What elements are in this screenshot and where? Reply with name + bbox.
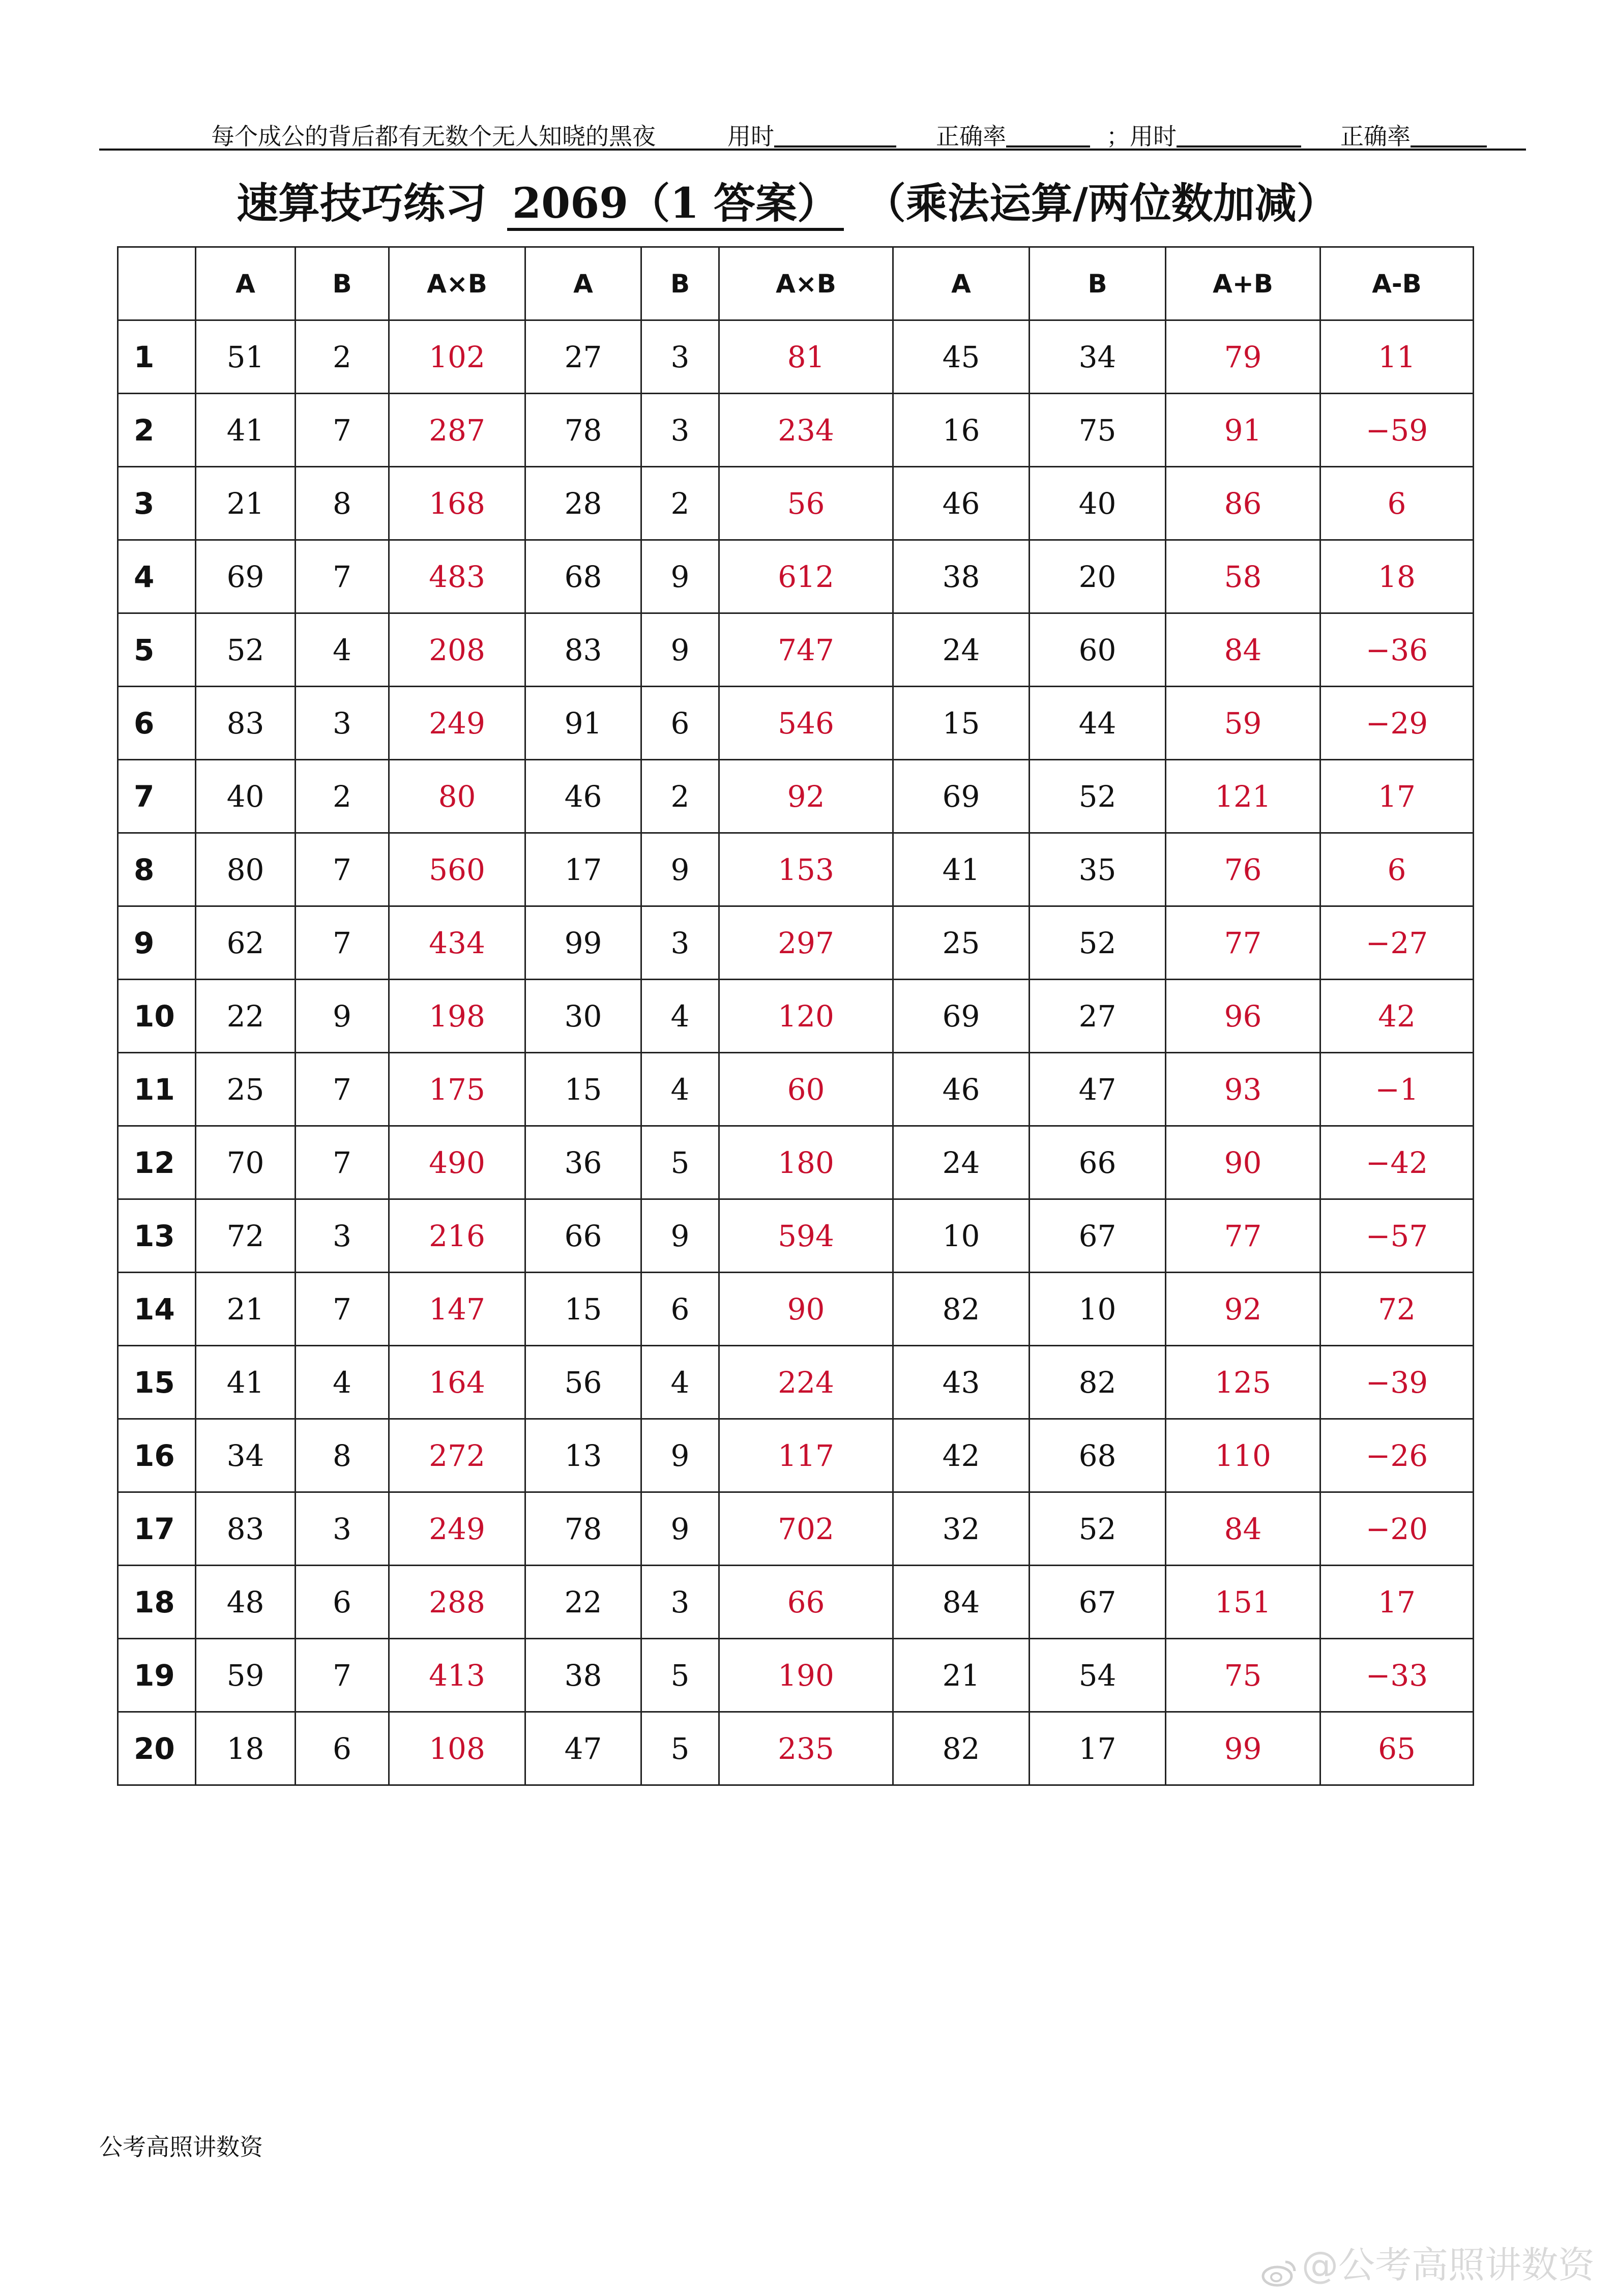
operand-cell: 80 bbox=[196, 833, 296, 906]
footer-text: 公考高照讲数资 bbox=[99, 2133, 263, 2161]
operand-cell: 52 bbox=[1030, 760, 1166, 833]
operand-cell: 83 bbox=[525, 613, 641, 687]
operand-cell: 4 bbox=[641, 1346, 719, 1419]
operand-cell: 66 bbox=[525, 1199, 641, 1273]
row-number: 14 bbox=[118, 1273, 196, 1346]
operand-cell: 7 bbox=[296, 1053, 389, 1126]
operand-cell: 15 bbox=[893, 687, 1030, 760]
time-field bbox=[727, 118, 774, 152]
answer-cell: 42 bbox=[1320, 980, 1474, 1053]
operand-cell: 46 bbox=[893, 1053, 1030, 1126]
operand-cell: 83 bbox=[196, 1492, 296, 1566]
operand-cell: 22 bbox=[196, 980, 296, 1053]
accuracy-blank bbox=[1006, 123, 1090, 148]
operand-cell: 42 bbox=[893, 1419, 1030, 1492]
operand-cell: 4 bbox=[296, 613, 389, 687]
motto-text: 每个成公的背后都有无数个无人知晓的黑夜 bbox=[211, 123, 656, 150]
column-header: A bbox=[196, 247, 296, 320]
answer-cell: 92 bbox=[719, 760, 893, 833]
time-label: 用时 bbox=[727, 123, 774, 150]
answer-cell: 164 bbox=[389, 1346, 525, 1419]
row-number: 16 bbox=[118, 1419, 196, 1492]
operand-cell: 8 bbox=[296, 467, 389, 540]
answer-cell: 86 bbox=[1166, 467, 1320, 540]
column-header: A×B bbox=[389, 247, 525, 320]
operand-cell: 41 bbox=[196, 394, 296, 467]
answer-cell: 91 bbox=[1166, 394, 1320, 467]
operand-cell: 2 bbox=[641, 760, 719, 833]
accuracy-label: 正确率 bbox=[936, 123, 1006, 150]
table-row bbox=[118, 833, 1474, 906]
table-row bbox=[118, 760, 1474, 833]
answer-cell: 90 bbox=[719, 1273, 893, 1346]
table-row bbox=[118, 1639, 1474, 1712]
table-row bbox=[118, 320, 1474, 394]
operand-cell: 68 bbox=[525, 540, 641, 613]
answer-cell: 224 bbox=[719, 1346, 893, 1419]
column-header: B bbox=[296, 247, 389, 320]
answer-cell: 108 bbox=[389, 1712, 525, 1785]
operand-cell: 7 bbox=[296, 394, 389, 467]
time-blank-2 bbox=[1177, 123, 1301, 148]
operand-cell: 41 bbox=[893, 833, 1030, 906]
row-number: 13 bbox=[118, 1199, 196, 1273]
table-row bbox=[118, 1492, 1474, 1566]
operand-cell: 83 bbox=[196, 687, 296, 760]
row-number: 11 bbox=[118, 1053, 196, 1126]
operand-cell: 69 bbox=[893, 760, 1030, 833]
operand-cell: 3 bbox=[641, 320, 719, 394]
answer-cell: 11 bbox=[1320, 320, 1474, 394]
column-header: A bbox=[525, 247, 641, 320]
answer-cell: 249 bbox=[389, 687, 525, 760]
operand-cell: 48 bbox=[196, 1566, 296, 1639]
operand-cell: 6 bbox=[296, 1566, 389, 1639]
operand-cell: 7 bbox=[296, 906, 389, 980]
answer-cell: −59 bbox=[1320, 394, 1474, 467]
answer-cell: −26 bbox=[1320, 1419, 1474, 1492]
operand-cell: 60 bbox=[1030, 613, 1166, 687]
answer-cell: 434 bbox=[389, 906, 525, 980]
operand-cell: 52 bbox=[1030, 1492, 1166, 1566]
operand-cell: 6 bbox=[641, 687, 719, 760]
answer-cell: 121 bbox=[1166, 760, 1320, 833]
operand-cell: 2 bbox=[641, 467, 719, 540]
operand-cell: 69 bbox=[196, 540, 296, 613]
operand-cell: 9 bbox=[641, 1199, 719, 1273]
operand-cell: 9 bbox=[641, 833, 719, 906]
operand-cell: 7 bbox=[296, 540, 389, 613]
table-row bbox=[118, 394, 1474, 467]
operand-cell: 4 bbox=[641, 1053, 719, 1126]
operand-cell: 15 bbox=[525, 1273, 641, 1346]
operand-cell: 34 bbox=[1030, 320, 1166, 394]
row-number: 1 bbox=[118, 320, 196, 394]
table-row bbox=[118, 906, 1474, 980]
answer-cell: 56 bbox=[719, 467, 893, 540]
operand-cell: 9 bbox=[641, 540, 719, 613]
row-number: 4 bbox=[118, 540, 196, 613]
row-number: 17 bbox=[118, 1492, 196, 1566]
answer-cell: 175 bbox=[389, 1053, 525, 1126]
operand-cell: 40 bbox=[1030, 467, 1166, 540]
operand-cell: 5 bbox=[641, 1126, 719, 1199]
operand-cell: 45 bbox=[893, 320, 1030, 394]
operand-cell: 7 bbox=[296, 1126, 389, 1199]
operand-cell: 59 bbox=[196, 1639, 296, 1712]
table-row bbox=[118, 980, 1474, 1053]
answer-cell: 80 bbox=[389, 760, 525, 833]
table-header-row bbox=[118, 247, 1474, 320]
row-number: 12 bbox=[118, 1126, 196, 1199]
answer-cell: −39 bbox=[1320, 1346, 1474, 1419]
operand-cell: 68 bbox=[1030, 1419, 1166, 1492]
operand-cell: 9 bbox=[641, 613, 719, 687]
answer-cell: −29 bbox=[1320, 687, 1474, 760]
table-row bbox=[118, 687, 1474, 760]
answer-cell: 483 bbox=[389, 540, 525, 613]
answer-cell: 117 bbox=[719, 1419, 893, 1492]
table-row bbox=[118, 613, 1474, 687]
operand-cell: 78 bbox=[525, 394, 641, 467]
header-bar bbox=[99, 113, 1523, 154]
operand-cell: 47 bbox=[525, 1712, 641, 1785]
operand-cell: 3 bbox=[641, 906, 719, 980]
accuracy-field bbox=[936, 118, 1006, 152]
operand-cell: 47 bbox=[1030, 1053, 1166, 1126]
operand-cell: 21 bbox=[196, 1273, 296, 1346]
answer-cell: 249 bbox=[389, 1492, 525, 1566]
operand-cell: 38 bbox=[893, 540, 1030, 613]
operand-cell: 6 bbox=[296, 1712, 389, 1785]
operand-cell: 82 bbox=[893, 1273, 1030, 1346]
answer-cell: 147 bbox=[389, 1273, 525, 1346]
operand-cell: 70 bbox=[196, 1126, 296, 1199]
answer-cell: 77 bbox=[1166, 906, 1320, 980]
answer-cell: 168 bbox=[389, 467, 525, 540]
accuracy-field-2 bbox=[1340, 118, 1411, 152]
answer-cell: 297 bbox=[719, 906, 893, 980]
answer-cell: 612 bbox=[719, 540, 893, 613]
operand-cell: 3 bbox=[296, 687, 389, 760]
operand-cell: 3 bbox=[296, 1492, 389, 1566]
operand-cell: 2 bbox=[296, 760, 389, 833]
operand-cell: 15 bbox=[525, 1053, 641, 1126]
column-header bbox=[118, 247, 196, 320]
row-number: 15 bbox=[118, 1346, 196, 1419]
column-header: A×B bbox=[719, 247, 893, 320]
answer-cell: −33 bbox=[1320, 1639, 1474, 1712]
table-row bbox=[118, 1712, 1474, 1785]
operand-cell: 5 bbox=[641, 1712, 719, 1785]
operand-cell: 10 bbox=[1030, 1273, 1166, 1346]
operand-cell: 27 bbox=[525, 320, 641, 394]
watermark bbox=[1261, 2235, 1595, 2288]
answer-cell: 81 bbox=[719, 320, 893, 394]
answer-cell: 102 bbox=[389, 320, 525, 394]
answer-cell: 6 bbox=[1320, 467, 1474, 540]
answer-cell: 79 bbox=[1166, 320, 1320, 394]
answer-cell: 490 bbox=[389, 1126, 525, 1199]
weibo-icon bbox=[1261, 2253, 1297, 2282]
answer-cell: 234 bbox=[719, 394, 893, 467]
table-row bbox=[118, 1566, 1474, 1639]
answer-cell: 84 bbox=[1166, 613, 1320, 687]
answer-cell: 216 bbox=[389, 1199, 525, 1273]
answer-cell: 702 bbox=[719, 1492, 893, 1566]
operand-cell: 75 bbox=[1030, 394, 1166, 467]
answer-cell: 125 bbox=[1166, 1346, 1320, 1419]
table-row bbox=[118, 1346, 1474, 1419]
row-number: 10 bbox=[118, 980, 196, 1053]
column-header: B bbox=[641, 247, 719, 320]
row-number: 5 bbox=[118, 613, 196, 687]
operand-cell: 52 bbox=[196, 613, 296, 687]
operand-cell: 3 bbox=[641, 394, 719, 467]
operand-cell: 22 bbox=[525, 1566, 641, 1639]
operand-cell: 52 bbox=[1030, 906, 1166, 980]
answer-cell: 208 bbox=[389, 613, 525, 687]
answer-cell: 77 bbox=[1166, 1199, 1320, 1273]
operand-cell: 69 bbox=[893, 980, 1030, 1053]
answer-cell: 413 bbox=[389, 1639, 525, 1712]
answer-cell: 66 bbox=[719, 1566, 893, 1639]
table-row bbox=[118, 1053, 1474, 1126]
operand-cell: 17 bbox=[525, 833, 641, 906]
answer-cell: 151 bbox=[1166, 1566, 1320, 1639]
answer-cell: 17 bbox=[1320, 1566, 1474, 1639]
operand-cell: 78 bbox=[525, 1492, 641, 1566]
answer-cell: −57 bbox=[1320, 1199, 1474, 1273]
column-header: A+B bbox=[1166, 247, 1320, 320]
operand-cell: 9 bbox=[641, 1419, 719, 1492]
operand-cell: 20 bbox=[1030, 540, 1166, 613]
operand-cell: 43 bbox=[893, 1346, 1030, 1419]
operand-cell: 66 bbox=[1030, 1126, 1166, 1199]
column-header: A-B bbox=[1320, 247, 1474, 320]
operand-cell: 3 bbox=[296, 1199, 389, 1273]
answer-cell: 96 bbox=[1166, 980, 1320, 1053]
operand-cell: 84 bbox=[893, 1566, 1030, 1639]
answer-cell: 65 bbox=[1320, 1712, 1474, 1785]
operand-cell: 6 bbox=[641, 1273, 719, 1346]
operand-cell: 82 bbox=[893, 1712, 1030, 1785]
answer-cell: 747 bbox=[719, 613, 893, 687]
operand-cell: 67 bbox=[1030, 1199, 1166, 1273]
operand-cell: 17 bbox=[1030, 1712, 1166, 1785]
answer-cell: −1 bbox=[1320, 1053, 1474, 1126]
column-header: B bbox=[1030, 247, 1166, 320]
title-prefix: 速算技巧练习 bbox=[237, 179, 487, 228]
answer-cell: 560 bbox=[389, 833, 525, 906]
answer-cell: 190 bbox=[719, 1639, 893, 1712]
answer-cell: −20 bbox=[1320, 1492, 1474, 1566]
row-number: 2 bbox=[118, 394, 196, 467]
row-number: 6 bbox=[118, 687, 196, 760]
operand-cell: 91 bbox=[525, 687, 641, 760]
operand-cell: 34 bbox=[196, 1419, 296, 1492]
table-row bbox=[118, 467, 1474, 540]
operand-cell: 8 bbox=[296, 1419, 389, 1492]
table-row bbox=[118, 1419, 1474, 1492]
operand-cell: 62 bbox=[196, 906, 296, 980]
table-row bbox=[118, 1273, 1474, 1346]
answer-cell: 6 bbox=[1320, 833, 1474, 906]
operand-cell: 44 bbox=[1030, 687, 1166, 760]
answer-cell: 58 bbox=[1166, 540, 1320, 613]
operand-cell: 72 bbox=[196, 1199, 296, 1273]
operand-cell: 3 bbox=[641, 1566, 719, 1639]
operand-cell: 13 bbox=[525, 1419, 641, 1492]
operand-cell: 7 bbox=[296, 1639, 389, 1712]
column-header: A bbox=[893, 247, 1030, 320]
answer-cell: 59 bbox=[1166, 687, 1320, 760]
operand-cell: 25 bbox=[196, 1053, 296, 1126]
answer-cell: 272 bbox=[389, 1419, 525, 1492]
table-row bbox=[118, 1126, 1474, 1199]
operand-cell: 82 bbox=[1030, 1346, 1166, 1419]
operand-cell: 24 bbox=[893, 613, 1030, 687]
operand-cell: 9 bbox=[641, 1492, 719, 1566]
answer-cell: 60 bbox=[719, 1053, 893, 1126]
answer-cell: 288 bbox=[389, 1566, 525, 1639]
table-row bbox=[118, 540, 1474, 613]
answer-cell: 93 bbox=[1166, 1053, 1320, 1126]
operand-cell: 99 bbox=[525, 906, 641, 980]
operand-cell: 36 bbox=[525, 1126, 641, 1199]
operand-cell: 40 bbox=[196, 760, 296, 833]
answer-cell: 92 bbox=[1166, 1273, 1320, 1346]
operand-cell: 28 bbox=[525, 467, 641, 540]
operand-cell: 24 bbox=[893, 1126, 1030, 1199]
title-number: 2069（1 答案） bbox=[507, 179, 844, 231]
answer-cell: 180 bbox=[719, 1126, 893, 1199]
answer-cell: 84 bbox=[1166, 1492, 1320, 1566]
operand-cell: 38 bbox=[525, 1639, 641, 1712]
row-number: 3 bbox=[118, 467, 196, 540]
operand-cell: 2 bbox=[296, 320, 389, 394]
answer-cell: 90 bbox=[1166, 1126, 1320, 1199]
answer-cell: −42 bbox=[1320, 1126, 1474, 1199]
answer-cell: −27 bbox=[1320, 906, 1474, 980]
operand-cell: 21 bbox=[893, 1639, 1030, 1712]
time-field-2 bbox=[1106, 118, 1177, 152]
watermark-text: @公考高照讲数资 bbox=[1301, 2244, 1595, 2286]
operand-cell: 27 bbox=[1030, 980, 1166, 1053]
answer-cell: −36 bbox=[1320, 613, 1474, 687]
operand-cell: 4 bbox=[296, 1346, 389, 1419]
table-row bbox=[118, 1199, 1474, 1273]
title-suffix: （乘法运算/两位数加减） bbox=[864, 179, 1338, 228]
operand-cell: 46 bbox=[525, 760, 641, 833]
answer-cell: 235 bbox=[719, 1712, 893, 1785]
operand-cell: 4 bbox=[641, 980, 719, 1053]
answer-cell: 76 bbox=[1166, 833, 1320, 906]
answer-cell: 72 bbox=[1320, 1273, 1474, 1346]
header-divider bbox=[99, 149, 1526, 151]
row-number: 8 bbox=[118, 833, 196, 906]
answer-cell: 287 bbox=[389, 394, 525, 467]
operand-cell: 51 bbox=[196, 320, 296, 394]
row-number: 20 bbox=[118, 1712, 196, 1785]
operand-cell: 16 bbox=[893, 394, 1030, 467]
operand-cell: 21 bbox=[196, 467, 296, 540]
answer-cell: 110 bbox=[1166, 1419, 1320, 1492]
answer-cell: 75 bbox=[1166, 1639, 1320, 1712]
operand-cell: 35 bbox=[1030, 833, 1166, 906]
operand-cell: 41 bbox=[196, 1346, 296, 1419]
row-number: 9 bbox=[118, 906, 196, 980]
operand-cell: 5 bbox=[641, 1639, 719, 1712]
answer-cell: 120 bbox=[719, 980, 893, 1053]
row-number: 19 bbox=[118, 1639, 196, 1712]
operand-cell: 67 bbox=[1030, 1566, 1166, 1639]
operand-cell: 56 bbox=[525, 1346, 641, 1419]
accuracy-label-2: 正确率 bbox=[1340, 123, 1411, 150]
row-number: 18 bbox=[118, 1566, 196, 1639]
operand-cell: 32 bbox=[893, 1492, 1030, 1566]
answer-cell: 17 bbox=[1320, 760, 1474, 833]
operand-cell: 7 bbox=[296, 833, 389, 906]
operand-cell: 54 bbox=[1030, 1639, 1166, 1712]
answer-cell: 546 bbox=[719, 687, 893, 760]
operand-cell: 30 bbox=[525, 980, 641, 1053]
accuracy-blank-2 bbox=[1411, 123, 1487, 148]
time-label-2: ；用时 bbox=[1106, 123, 1177, 150]
page-title bbox=[237, 170, 1338, 226]
operand-cell: 18 bbox=[196, 1712, 296, 1785]
time-blank bbox=[774, 123, 896, 148]
row-number: 7 bbox=[118, 760, 196, 833]
operand-cell: 46 bbox=[893, 467, 1030, 540]
answer-cell: 18 bbox=[1320, 540, 1474, 613]
answer-cell: 198 bbox=[389, 980, 525, 1053]
operand-cell: 10 bbox=[893, 1199, 1030, 1273]
operand-cell: 7 bbox=[296, 1273, 389, 1346]
operand-cell: 9 bbox=[296, 980, 389, 1053]
answer-cell: 153 bbox=[719, 833, 893, 906]
answer-cell: 99 bbox=[1166, 1712, 1320, 1785]
answer-cell: 594 bbox=[719, 1199, 893, 1273]
operand-cell: 25 bbox=[893, 906, 1030, 980]
practice-table bbox=[117, 246, 1474, 1786]
